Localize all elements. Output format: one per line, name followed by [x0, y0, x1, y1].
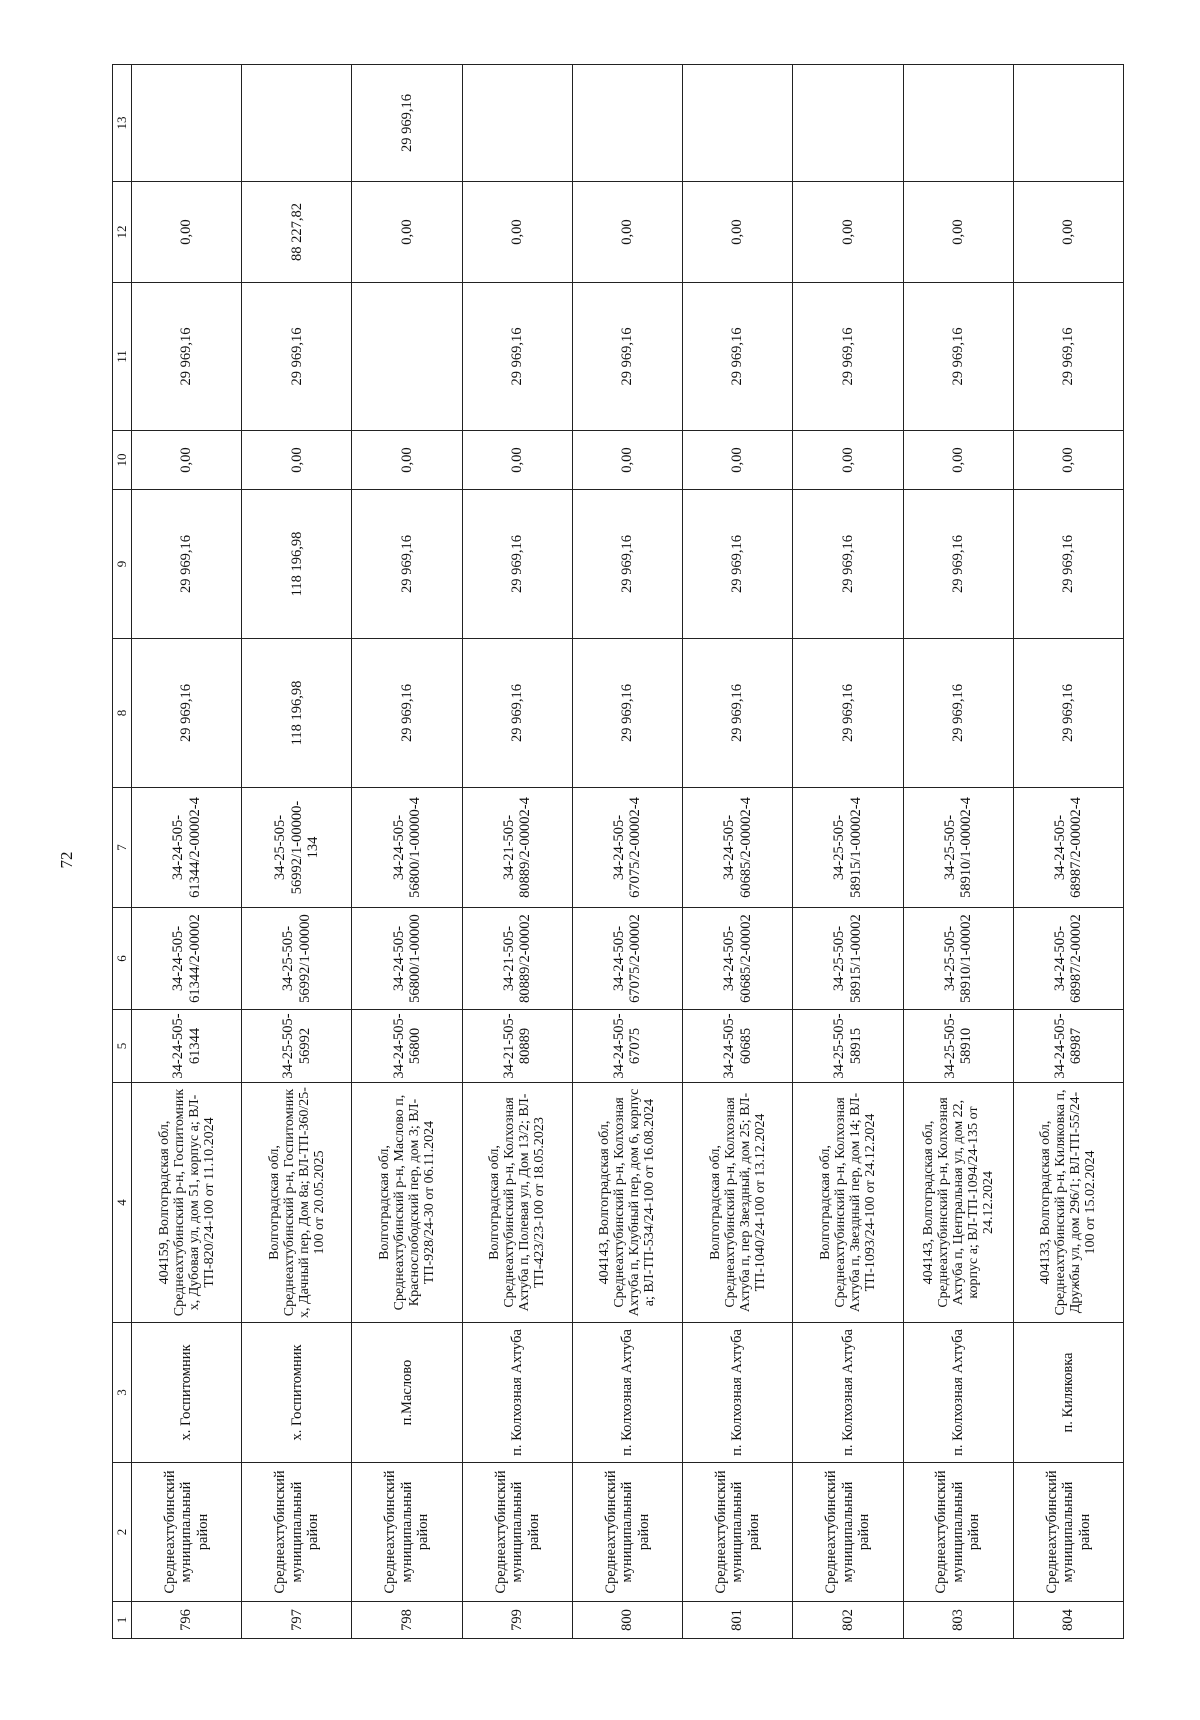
amount-col10-cell: 0,00 — [462, 431, 572, 490]
column-number: 6 — [113, 908, 132, 1010]
amount-col12-cell: 0,00 — [1013, 182, 1123, 283]
object-code-cell: 34-25-505-58915/1-00002 — [793, 908, 903, 1010]
amount-col8-cell: 29 969,16 — [1013, 639, 1123, 788]
amount-col9-cell: 29 969,16 — [572, 490, 682, 639]
amount-col8-cell: 29 969,16 — [683, 639, 793, 788]
settlement-cell: п. Киляковка — [1013, 1323, 1123, 1463]
row-number-cell: 800 — [572, 1602, 682, 1639]
amount-col9-cell: 29 969,16 — [903, 490, 1013, 639]
position-code-cell: 34-25-505-58915/1-00002-4 — [793, 788, 903, 908]
district-cell: Среднеахтубинский муниципальный район — [903, 1463, 1013, 1602]
amount-col11-cell: 29 969,16 — [462, 283, 572, 431]
amount-col12-cell: 0,00 — [793, 182, 903, 283]
table-row — [352, 65, 462, 1639]
amount-col13-cell — [462, 65, 572, 182]
cadastral-code-cell: 34-24-505-68987 — [1013, 1010, 1123, 1083]
amount-col13-cell — [1013, 65, 1123, 182]
row-number-cell: 797 — [242, 1602, 352, 1639]
amount-col10-cell: 0,00 — [352, 431, 462, 490]
amount-col10-cell: 0,00 — [572, 431, 682, 490]
cadastral-code-cell: 34-24-505-61344 — [132, 1010, 242, 1083]
settlement-cell: п. Колхозная Ахтуба — [793, 1323, 903, 1463]
amount-col9-cell: 118 196,98 — [242, 490, 352, 639]
amount-col13-cell — [683, 65, 793, 182]
address-contract-cell: 404133, Волгоградская обл, Среднеахтубинский р-н, Киляковка п, Дружбы ул, дом 296/1; ВЛ-ТП-55/24-100 от 15.02.2024 — [1013, 1083, 1123, 1323]
table-row — [242, 65, 352, 1639]
amount-col12-cell: 88 227,82 — [242, 182, 352, 283]
position-code-cell: 34-25-505-58910/1-00002-4 — [903, 788, 1013, 908]
settlement-cell: п. Колхозная Ахтуба — [462, 1323, 572, 1463]
cadastral-code-cell: 34-25-505-58915 — [793, 1010, 903, 1083]
row-number-cell: 796 — [132, 1602, 242, 1639]
settlement-cell: п. Колхозная Ахтуба — [683, 1323, 793, 1463]
amount-col9-cell: 29 969,16 — [793, 490, 903, 639]
column-number: 10 — [113, 431, 132, 490]
amount-col11-cell: 29 969,16 — [572, 283, 682, 431]
row-number-cell: 801 — [683, 1602, 793, 1639]
object-code-cell: 34-25-505-56992/1-00000 — [242, 908, 352, 1010]
amount-col12-cell: 0,00 — [462, 182, 572, 283]
position-code-cell: 34-24-505-68987/2-00002-4 — [1013, 788, 1123, 908]
position-code-cell: 34-21-505-80889/2-00002-4 — [462, 788, 572, 908]
amount-col9-cell: 29 969,16 — [683, 490, 793, 639]
address-contract-cell: 404159, Волгоградская обл, Среднеахтубинский р-н, Госпитомник х, Дубовая ул, дом 51, корпус а; ВЛ-ТП-820/24-100 от 11.10.2024 — [132, 1083, 242, 1323]
column-number: 7 — [113, 788, 132, 908]
table-row — [683, 65, 793, 1639]
cadastral-code-cell: 34-21-505-80889 — [462, 1010, 572, 1083]
object-code-cell: 34-24-505-67075/2-00002 — [572, 908, 682, 1010]
cadastral-code-cell: 34-24-505-67075 — [572, 1010, 682, 1083]
amount-col12-cell: 0,00 — [352, 182, 462, 283]
row-number-cell: 799 — [462, 1602, 572, 1639]
amount-col11-cell: 29 969,16 — [132, 283, 242, 431]
table-row — [132, 65, 242, 1639]
district-cell: Среднеахтубинский муниципальный район — [462, 1463, 572, 1602]
table-row — [462, 65, 572, 1639]
cadastral-code-cell: 34-24-505-56800 — [352, 1010, 462, 1083]
table-row — [793, 65, 903, 1639]
amount-col9-cell: 29 969,16 — [132, 490, 242, 639]
rotated-table-container — [112, 65, 1122, 1639]
position-code-cell: 34-24-505-61344/2-00002-4 — [132, 788, 242, 908]
amount-col13-cell — [132, 65, 242, 182]
column-number: 4 — [113, 1083, 132, 1323]
object-code-cell: 34-25-505-58910/1-00002 — [903, 908, 1013, 1010]
table-row — [903, 65, 1013, 1639]
row-number-cell: 803 — [903, 1602, 1013, 1639]
object-code-cell: 34-21-505-80889/2-00002 — [462, 908, 572, 1010]
amount-col8-cell: 29 969,16 — [352, 639, 462, 788]
position-code-cell: 34-24-505-60685/2-00002-4 — [683, 788, 793, 908]
amount-col12-cell: 0,00 — [903, 182, 1013, 283]
column-number: 2 — [113, 1463, 132, 1602]
district-cell: Среднеахтубинский муниципальный район — [683, 1463, 793, 1602]
amount-col9-cell: 29 969,16 — [462, 490, 572, 639]
column-number: 3 — [113, 1323, 132, 1463]
amount-col9-cell: 29 969,16 — [352, 490, 462, 639]
amount-col13-cell — [242, 65, 352, 182]
position-code-cell: 34-25-505-56992/1-00000-134 — [242, 788, 352, 908]
amount-col8-cell: 118 196,98 — [242, 639, 352, 788]
object-code-cell: 34-24-505-60685/2-00002 — [683, 908, 793, 1010]
address-contract-cell: Волгоградская обл, Среднеахтубинский р-н, Колхозная Ахтуба п, Звездный пер, дом 14; ВЛ-ТП-1093/24-100 от 24.12.2024 — [793, 1083, 903, 1323]
address-contract-cell: Волгоградская обл, Среднеахтубинский р-н, Госпитомник х, Дачный пер, Дом 8а; ВЛ-ТП-360/25-100 от 20.05.2025 — [242, 1083, 352, 1323]
district-cell: Среднеахтубинский муниципальный район — [242, 1463, 352, 1602]
amount-col11-cell: 29 969,16 — [242, 283, 352, 431]
amount-col13-cell — [572, 65, 682, 182]
amount-col8-cell: 29 969,16 — [462, 639, 572, 788]
address-contract-cell: 404143, Волгоградская обл, Среднеахтубинский р-н, Колхозная Ахтуба п, Центральная ул, дом 22, корпус а; ВЛ-ТП-1094/24-135 от 24.12.2024 — [903, 1083, 1013, 1323]
amount-col10-cell: 0,00 — [1013, 431, 1123, 490]
amount-col10-cell: 0,00 — [683, 431, 793, 490]
amount-col11-cell: 29 969,16 — [903, 283, 1013, 431]
cadastral-code-cell: 34-24-505-60685 — [683, 1010, 793, 1083]
column-number-row — [113, 65, 132, 1639]
cadastral-code-cell: 34-25-505-56992 — [242, 1010, 352, 1083]
amount-col8-cell: 29 969,16 — [903, 639, 1013, 788]
amount-col8-cell: 29 969,16 — [572, 639, 682, 788]
column-number: 9 — [113, 490, 132, 639]
object-code-cell: 34-24-505-56800/1-00000 — [352, 908, 462, 1010]
amount-col10-cell: 0,00 — [793, 431, 903, 490]
amount-col8-cell: 29 969,16 — [793, 639, 903, 788]
settlement-cell: п. Колхозная Ахтуба — [903, 1323, 1013, 1463]
object-code-cell: 34-24-505-68987/2-00002 — [1013, 908, 1123, 1010]
cadastral-code-cell: 34-25-505-58910 — [903, 1010, 1013, 1083]
row-number-cell: 802 — [793, 1602, 903, 1639]
amount-col10-cell: 0,00 — [132, 431, 242, 490]
amount-col10-cell: 0,00 — [903, 431, 1013, 490]
amount-col13-cell: 29 969,16 — [352, 65, 462, 182]
page-number: 72 — [57, 851, 76, 869]
data-table — [112, 64, 1124, 1639]
object-code-cell: 34-24-505-61344/2-00002 — [132, 908, 242, 1010]
settlement-cell: х. Госпитомник — [242, 1323, 352, 1463]
amount-col12-cell: 0,00 — [572, 182, 682, 283]
amount-col13-cell — [793, 65, 903, 182]
amount-col10-cell: 0,00 — [242, 431, 352, 490]
district-cell: Среднеахтубинский муниципальный район — [572, 1463, 682, 1602]
amount-col11-cell — [352, 283, 462, 431]
settlement-cell: х. Госпитомник — [132, 1323, 242, 1463]
address-contract-cell: Волгоградская обл, Среднеахтубинский р-н, Колхозная Ахтуба п, Полевая ул, Дом 13/2; ВЛ-ТП-423/23-100 от 18.05.2023 — [462, 1083, 572, 1323]
amount-col12-cell: 0,00 — [683, 182, 793, 283]
address-contract-cell: Волгоградская обл, Среднеахтубинский р-н, Колхозная Ахтуба п, пер Звездный, дом 25; ВЛ-ТП-1040/24-100 от 13.12.2024 — [683, 1083, 793, 1323]
position-code-cell: 34-24-505-67075/2-00002-4 — [572, 788, 682, 908]
district-cell: Среднеахтубинский муниципальный район — [132, 1463, 242, 1602]
column-number: 12 — [113, 182, 132, 283]
amount-col13-cell — [903, 65, 1013, 182]
column-number: 13 — [113, 65, 132, 182]
row-number-cell: 798 — [352, 1602, 462, 1639]
district-cell: Среднеахтубинский муниципальный район — [793, 1463, 903, 1602]
district-cell: Среднеахтубинский муниципальный район — [1013, 1463, 1123, 1602]
table-row — [572, 65, 682, 1639]
table-row — [1013, 65, 1123, 1639]
amount-col11-cell: 29 969,16 — [793, 283, 903, 431]
settlement-cell: п. Колхозная Ахтуба — [572, 1323, 682, 1463]
table-body — [113, 65, 1124, 1639]
row-number-cell: 804 — [1013, 1602, 1123, 1639]
column-number: 5 — [113, 1010, 132, 1083]
column-number: 11 — [113, 283, 132, 431]
position-code-cell: 34-24-505-56800/1-00000-4 — [352, 788, 462, 908]
column-number: 8 — [113, 639, 132, 788]
address-contract-cell: Волгоградская обл, Среднеахтубинский р-н, Маслово п, Краснослободский пер, дом 3; ВЛ-ТП-928/24-30 от 06.11.2024 — [352, 1083, 462, 1323]
amount-col9-cell: 29 969,16 — [1013, 490, 1123, 639]
district-cell: Среднеахтубинский муниципальный район — [352, 1463, 462, 1602]
column-number: 1 — [113, 1602, 132, 1639]
settlement-cell: п.Маслово — [352, 1323, 462, 1463]
amount-col12-cell: 0,00 — [132, 182, 242, 283]
amount-col11-cell: 29 969,16 — [683, 283, 793, 431]
amount-col8-cell: 29 969,16 — [132, 639, 242, 788]
address-contract-cell: 404143, Волгоградская обл, Среднеахтубинский р-н, Колхозная Ахтуба п, Клубный пер, дом 6, корпус а; ВЛ-ТП-534/24-100 от 16.08.2024 — [572, 1083, 682, 1323]
amount-col11-cell: 29 969,16 — [1013, 283, 1123, 431]
